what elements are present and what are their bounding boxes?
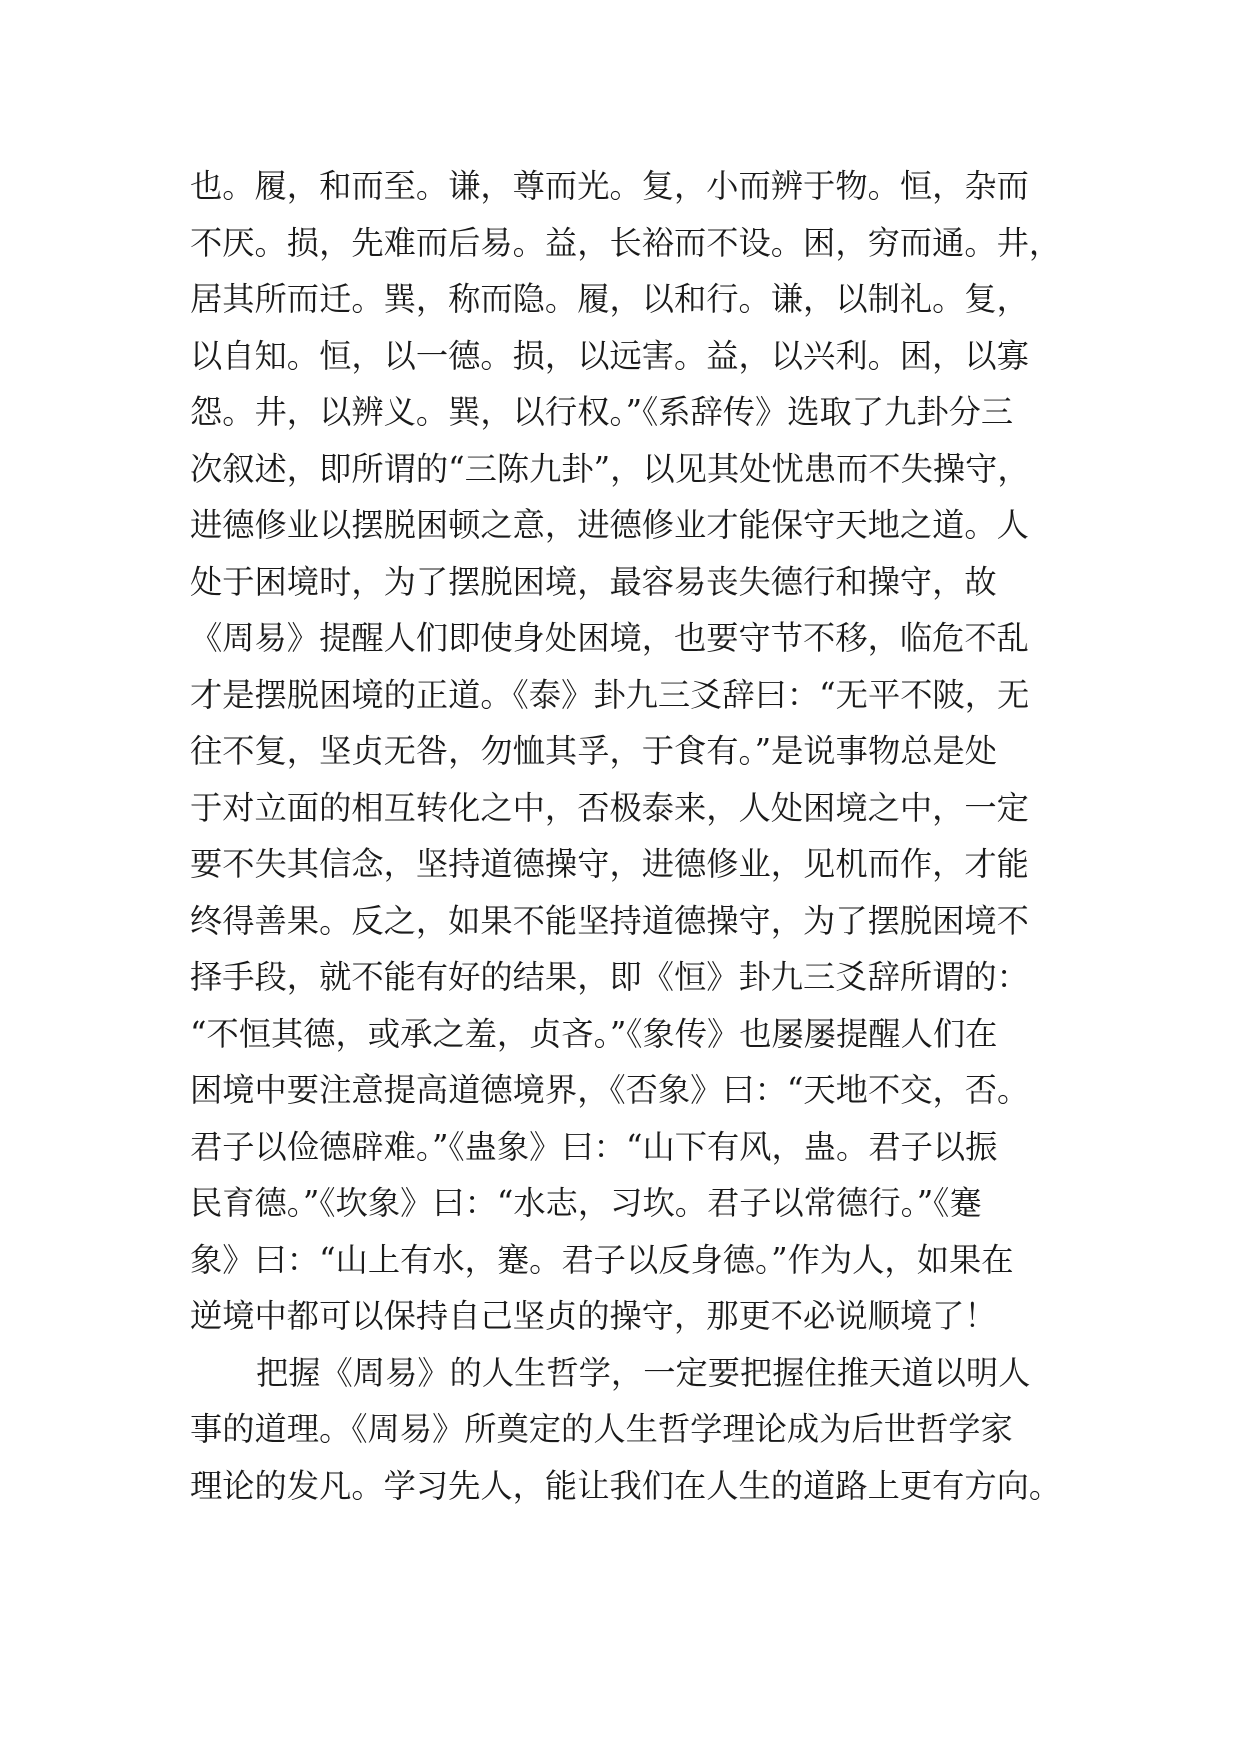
text-line: 次叙述，即所谓的“三陈九卦”，以见其处忧患而不失操守， [190, 449, 1030, 488]
text-line: 择手段，就不能有好的结果，即《恒》卦九三爻辞所谓的： [190, 958, 1029, 996]
text-line: “不恒其德，或承之羞，贞吝。”《象传》也屡屡提醒人们在 [190, 1014, 998, 1053]
text-line: 终得善果。反之，如果不能坚持道德操守，为了摆脱困境不 [190, 901, 1029, 940]
text-line: 处于困境时，为了摆脱困境，最容易丧失德行和操守，故 [190, 562, 997, 601]
text-line: 民育德。”《坎象》曰：“水志，习坎。君子以常德行。”《蹇 [190, 1184, 982, 1222]
text-line: 才是摆脱困境的正道。《泰》卦九三爻辞曰：“无平不陂，无 [190, 675, 1030, 714]
text-line: 逆境中都可以保持自己坚贞的操守，那更不必说顺境了！ [190, 1297, 997, 1335]
text-line: 以自知。恒，以一德。损，以远害。益，以兴利。困，以寡 [190, 336, 1029, 375]
text-line: 君子以俭德辟难。”《蛊象》曰：“山下有风，蛊。君子以振 [190, 1127, 998, 1166]
text-line: 事的道理。《周易》所奠定的人生哲学理论成为后世哲学家 [190, 1410, 1013, 1448]
text-line: 于对立面的相互转化之中，否极泰来，人处困境之中，一定 [190, 788, 1029, 827]
text-line: 往不复，坚贞无咎，勿恤其孚，于食有。”是说事物总是处 [190, 732, 998, 770]
text-line: 理论的发凡。学习先人，能让我们在人生的道路上更有方向。 [190, 1466, 1062, 1505]
text-line: 把握《周易》的人生哲学，一定要把握住推天道以明人 [256, 1353, 1031, 1392]
text-line: 居其所而迁。巽，称而隐。履，以和行。谦，以制礼。复， [190, 280, 1029, 318]
text-line: 困境中要注意提高道德境界，《否象》曰：“天地不交，否。 [190, 1071, 1030, 1109]
text-line: 象》曰：“山上有水，蹇。君子以反身德。”作为人，如果在 [190, 1240, 1014, 1279]
body-text [190, 158, 1090, 1514]
text-line: 要不失其信念，坚持道德操守，进德修业，见机而作，才能 [190, 845, 1029, 883]
text-line: 怨。井，以辨义。巽，以行权。”《系辞传》选取了九卦分三 [190, 393, 1014, 431]
text-line: 不厌。损，先难而后易。益，长裕而不设。困，穷而通。井， [190, 223, 1062, 262]
text-line: 也。履，和而至。谦，尊而光。复，小而辨于物。恒，杂而 [190, 167, 1029, 205]
text-line: 进德修业以摆脱困顿之意，进德修业才能保守天地之道。人 [190, 506, 1029, 544]
text-line: 《周易》提醒人们即使身处困境，也要守节不移，临危不乱 [190, 619, 1029, 657]
